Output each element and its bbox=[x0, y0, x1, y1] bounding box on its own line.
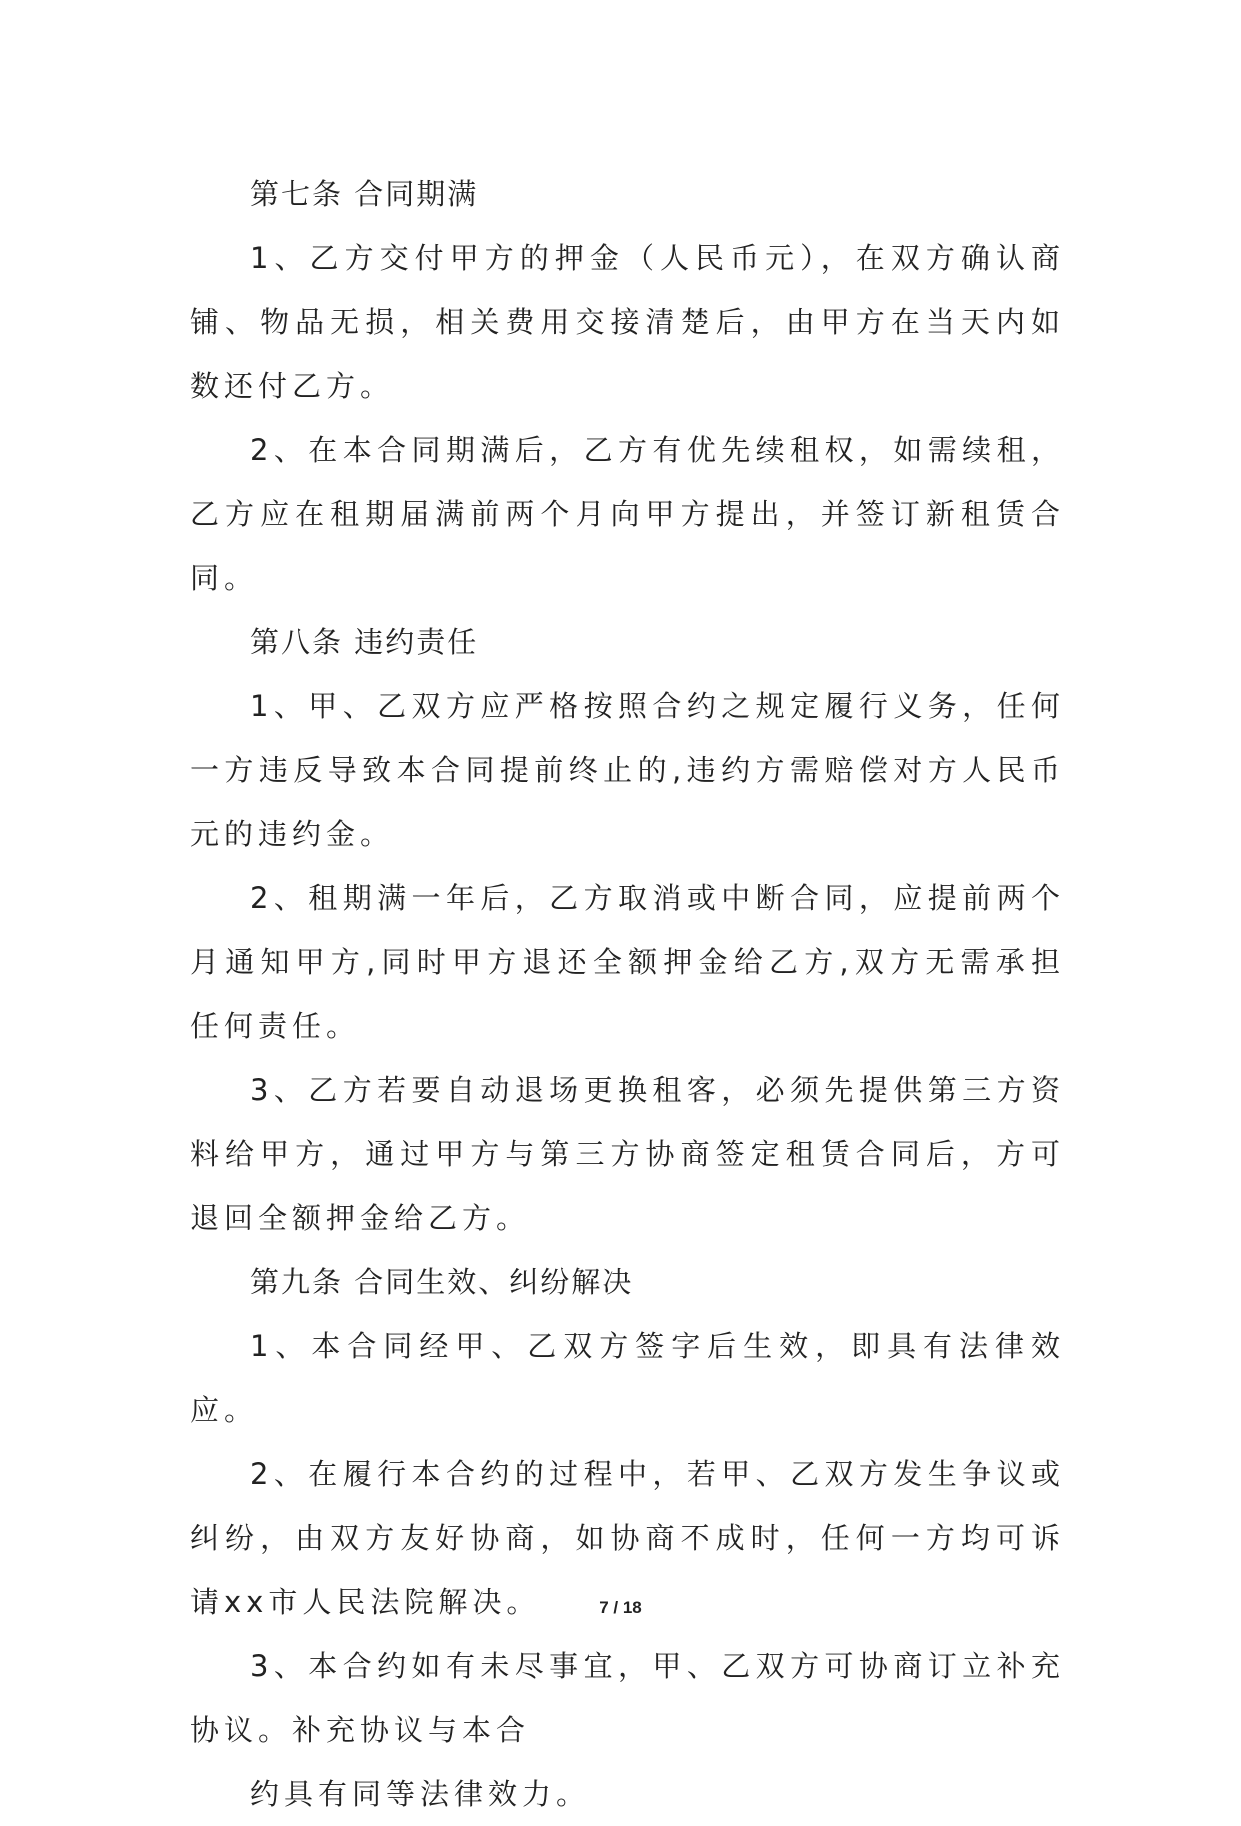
article-heading: 第九条 合同生效、纠纷解决 bbox=[250, 1265, 634, 1299]
article-heading: 第八条 违约责任 bbox=[250, 625, 479, 659]
clause-paragraph: 1、乙方交付甲方的押金（人民币元），在双方确认商铺、物品无损，相关费用交接清楚后，由甲方在当天内如数还付乙方。 bbox=[190, 241, 1065, 403]
clause-paragraph: 2、租期满一年后，乙方取消或中断合同，应提前两个月通知甲方,同时甲方退还全额押金给乙方,双方无需承担任何责任。 bbox=[190, 881, 1065, 1043]
document-body bbox=[190, 162, 1065, 1826]
clause-paragraph: 2、在本合同期满后，乙方有优先续租权，如需续租，乙方应在租期届满前两个月向甲方提出，并签订新租赁合同。 bbox=[190, 433, 1065, 595]
clause-paragraph: 3、本合约如有未尽事宜，甲、乙双方可协商订立补充协议。补充协议与本合 bbox=[190, 1649, 1065, 1747]
page-number: 7 / 18 bbox=[599, 1598, 642, 1617]
clause-paragraph: 约具有同等法律效力。 bbox=[250, 1777, 591, 1811]
article-heading: 第七条 合同期满 bbox=[250, 177, 479, 211]
clause-paragraph: 2、在履行本合约的过程中，若甲、乙双方发生争议或纠纷，由双方友好协商，如协商不成时，任何一方均可诉请xx市人民法院解决。 bbox=[190, 1457, 1065, 1619]
clause-paragraph: 1、甲、乙双方应严格按照合约之规定履行义务，任何一方违反导致本合同提前终止的,违约方需赔偿对方人民币元的违约金。 bbox=[190, 689, 1065, 851]
clause-paragraph: 1、本合同经甲、乙双方签字后生效，即具有法律效应。 bbox=[190, 1329, 1065, 1427]
clause-paragraph: 3、乙方若要自动退场更换租客，必须先提供第三方资料给甲方，通过甲方与第三方协商签定租赁合同后，方可退回全额押金给乙方。 bbox=[190, 1073, 1065, 1235]
